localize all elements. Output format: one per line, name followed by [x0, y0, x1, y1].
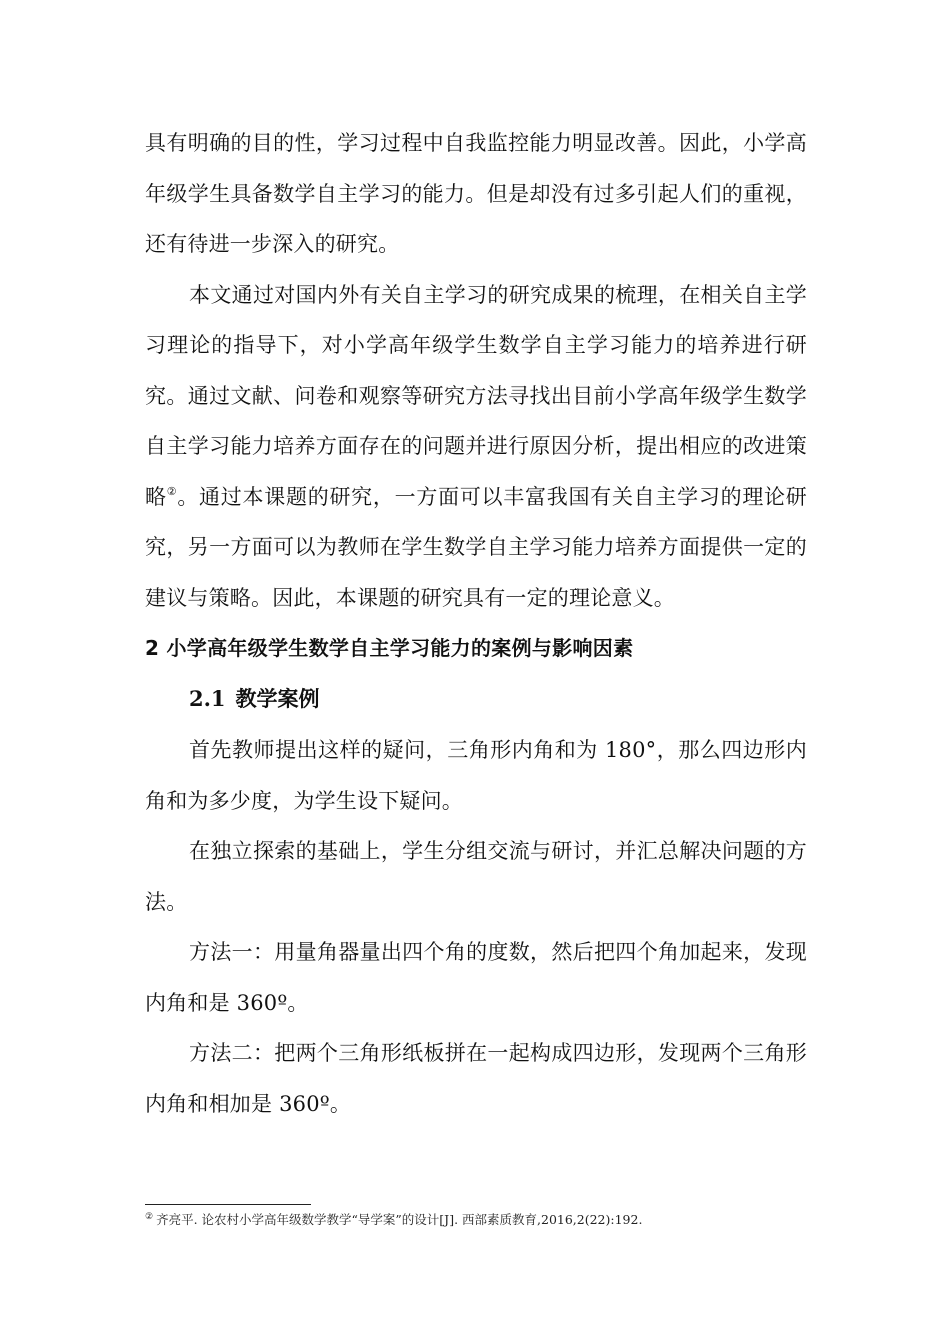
paragraph-teacher-question: 首先教师提出这样的疑问，三角形内角和为 180°，那么四边形内角和为多少度，为学生设下疑问。 [145, 738, 807, 813]
footnote-mark: ② [145, 1212, 154, 1222]
paragraph-research-purpose [145, 270, 807, 624]
paragraph-text: 。通过本课题的研究，一方面可以丰富我国有关自主学习的理论研究，另一方面可以为教师在学生数学自主学习能力培养方面提供一定的建议与策略。因此，本课题的研究具有一定的理论意义。 [145, 484, 807, 610]
footnote-reference[interactable]: ② [166, 484, 178, 498]
document-body [145, 118, 807, 1129]
paragraph-text: 本文通过对国内外有关自主学习的研究成果的梳理，在相关自主学习理论的指导下，对小学高年级学生数学自主学习能力的培养进行研究。通过文献、问卷和观察等研究方法寻找出目前小学高年级学生数学自主学习能力培养方面存在的问题并进行原因分析，提出相应的改进策略 [145, 282, 807, 509]
subsection-heading [145, 673, 807, 725]
footnote-divider [145, 1204, 311, 1205]
subsection-number: 2.1 [189, 686, 226, 711]
paragraph-method-one: 方法一：用量角器量出四个角的度数，然后把四个角加起来，发现内角和是 360º。 [145, 940, 807, 1015]
paragraph-method-two: 方法二：把两个三角形纸板拼在一起构成四边形，发现两个三角形内角和相加是 360º。 [145, 1041, 807, 1116]
section-heading: 2 小学高年级学生数学自主学习能力的案例与影响因素 [145, 636, 634, 660]
subsection-title: 教学案例 [235, 686, 320, 711]
footnote [145, 1211, 805, 1229]
footnote-text: 齐亮平. 论农村小学高年级数学教学“导学案”的设计[J]. 西部素质教育,2016,2(22):192. [156, 1212, 643, 1227]
paragraph-group-discussion: 在独立探索的基础上，学生分组交流与研讨，并汇总解决问题的方法。 [145, 839, 807, 914]
paragraph-intro-end: 具有明确的目的性，学习过程中自我监控能力明显改善。因此，小学高年级学生具备数学自主学习的能力。但是却没有过多引起人们的重视，还有待进一步深入的研究。 [145, 131, 807, 256]
